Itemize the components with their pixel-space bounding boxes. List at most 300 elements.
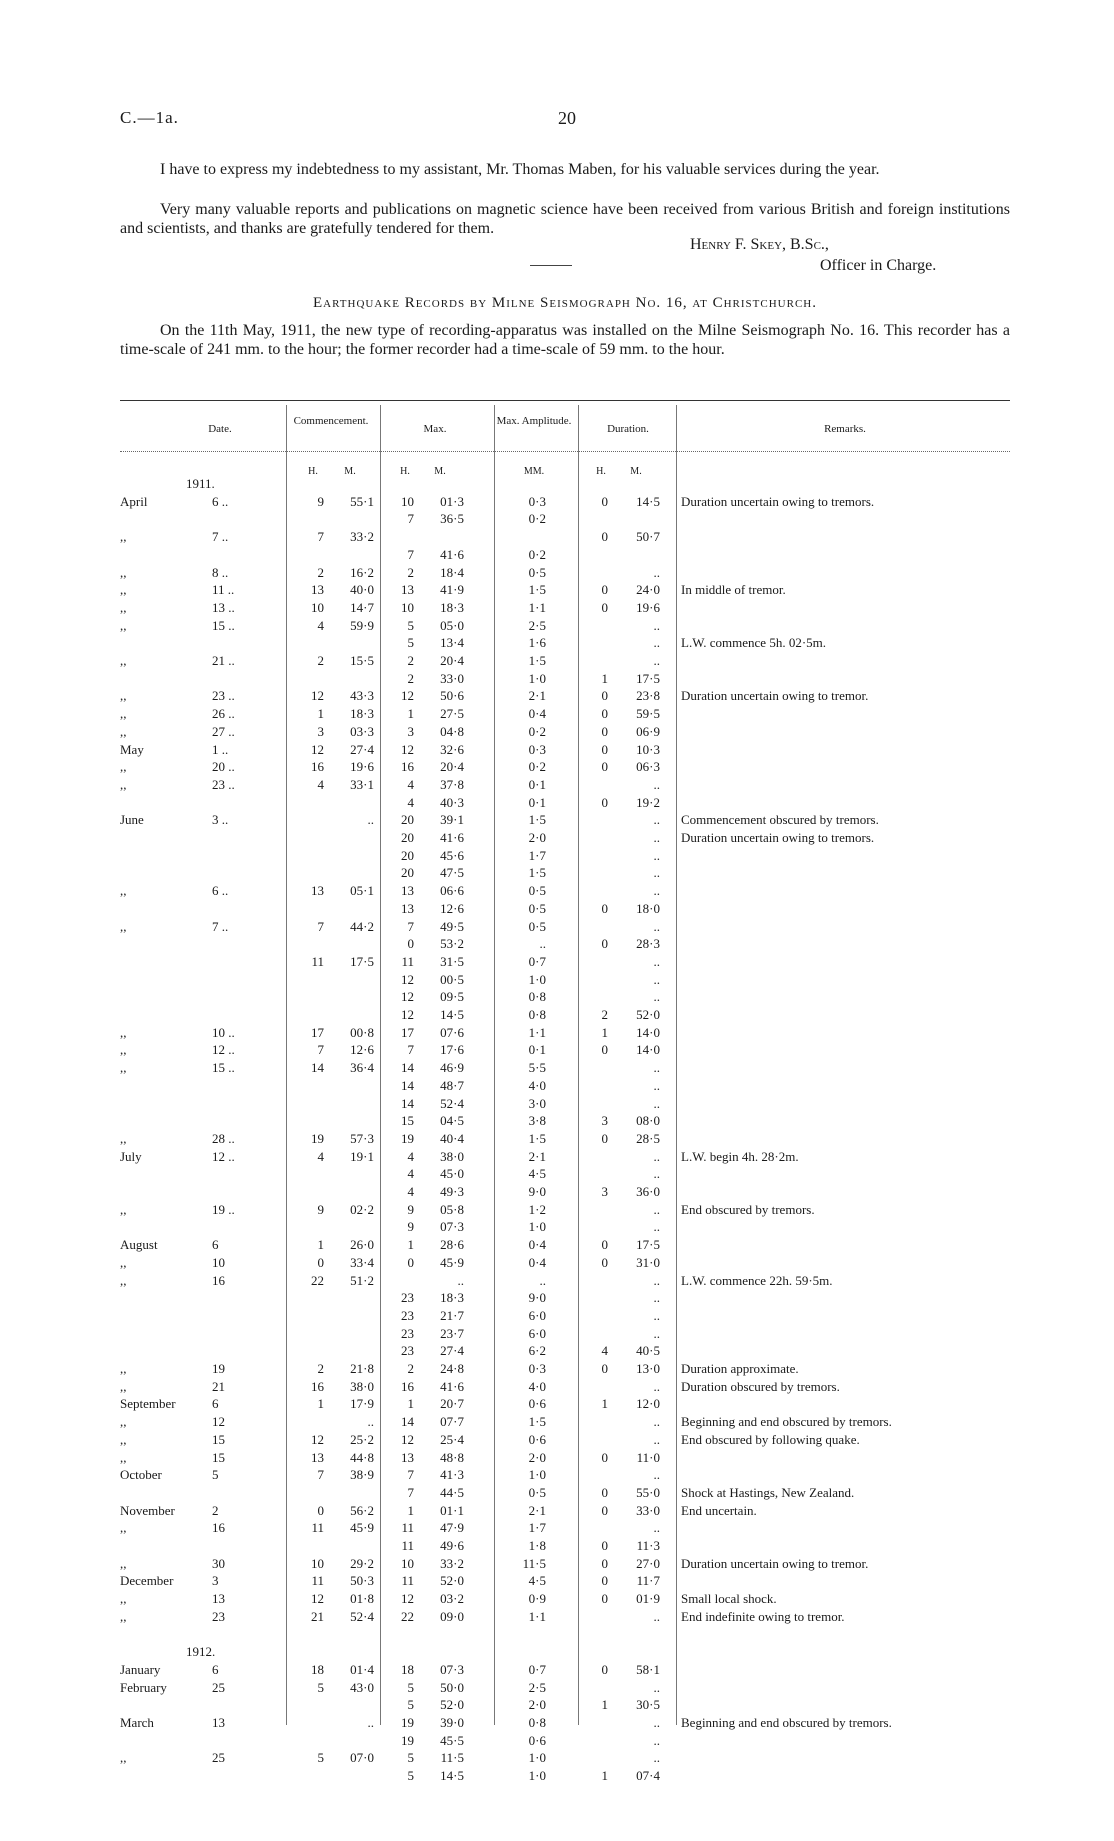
cell-month: ,, [120,618,127,633]
cell-day: 11 .. [212,582,235,597]
cell-month: June [120,812,144,827]
cell-max-m: 07·3 [440,1662,464,1677]
cell-duration-m: .. [653,1715,660,1730]
cell-duration-h: 0 [601,1237,608,1252]
cell-max-m: 36·5 [440,511,464,526]
cell-duration-m: .. [653,1308,660,1323]
cell-max-m: 37·8 [440,777,464,792]
cell-remarks: Beginning and end obscured by tremors. [681,1414,892,1429]
cell-max-m: 07·6 [440,1025,464,1040]
cell-duration-h: 3 [601,1184,608,1199]
cell-max-m: 01·1 [440,1503,464,1518]
cell-max-m: 38·0 [440,1149,464,1164]
cell-max-h: 7 [407,1485,414,1500]
signature-title: Officer in Charge. [820,257,937,274]
signature-name: Henry F. Skey, B.Sc., [690,236,829,253]
cell-max-h: 5 [407,1750,414,1765]
cell-commencement-m: 19·1 [350,1149,374,1164]
cell-month: ,, [120,706,127,721]
cell-amplitude: 2·1 [528,1149,546,1164]
cell-month: September [120,1396,176,1411]
cell-commencement-m: 44·2 [350,919,374,934]
cell-duration-h: 1 [601,1025,608,1040]
cell-remarks: L.W. begin 4h. 28·2m. [681,1149,799,1164]
cell-duration-h: 0 [601,600,608,615]
cell-duration-m: 14·0 [636,1025,660,1040]
cell-duration-h: 0 [601,1485,608,1500]
cell-max-h: 17 [401,1025,414,1040]
cell-max-m: 33·2 [440,1556,464,1571]
cell-day: 16 [212,1273,225,1288]
cell-amplitude: 0·9 [528,1591,546,1606]
cell-month: ,, [120,1025,127,1040]
cell-amplitude: 1·0 [528,1750,546,1765]
cell-commencement-m: 33·2 [350,529,374,544]
cell-day: 16 [212,1520,225,1535]
cell-duration-m: 11·7 [636,1573,660,1588]
cell-duration-m: .. [653,919,660,934]
cell-max-m: 41·6 [440,547,464,562]
cell-duration-m: .. [653,1149,660,1164]
cell-duration-m: 55·0 [636,1485,660,1500]
cell-duration-m: 14·5 [636,494,660,509]
cell-month: July [120,1149,142,1164]
cell-day: 25 [212,1680,225,1695]
cell-max-h: 20 [401,865,414,880]
cell-max-h: 14 [401,1096,414,1111]
cell-day: 15 .. [212,1060,235,1075]
cell-amplitude: 0·6 [528,1432,546,1447]
cell-duration-m: .. [653,883,660,898]
cell-max-h: 12 [401,1007,414,1022]
cell-max-m: 45·0 [440,1166,464,1181]
cell-remarks: In middle of tremor. [681,582,786,597]
cell-duration-m: 36·0 [636,1184,660,1199]
cell-duration-m: .. [653,972,660,987]
cell-remarks: End uncertain. [681,1503,757,1518]
cell-amplitude: 0·4 [528,706,546,721]
cell-max-h: 22 [401,1609,414,1624]
cell-commencement-h: 12 [311,1432,324,1447]
cell-commencement-m: 12·6 [350,1042,374,1057]
cell-max-m: .. [457,1273,464,1288]
cell-max-h: 4 [407,1166,414,1181]
cell-commencement-h: 7 [317,529,324,544]
section-title: Earthquake Records by Milne Seismograph No. 16, at Christchurch. [313,295,817,311]
cell-max-h: 4 [407,1149,414,1164]
cell-amplitude: 1·5 [528,1131,546,1146]
cell-max-m: 32·6 [440,742,464,757]
cell-amplitude: 2·0 [528,830,546,845]
cell-day: 15 [212,1432,225,1447]
cell-duration-h: 0 [601,1538,608,1553]
cell-month: January [120,1662,161,1677]
cell-max-m: 49·6 [440,1538,464,1553]
cell-day: 19 .. [212,1202,235,1217]
cell-month: ,, [120,1556,127,1571]
cell-amplitude: 9·0 [528,1290,546,1305]
cell-max-m: 52·0 [440,1697,464,1712]
cell-day: 8 .. [212,565,229,580]
cell-duration-h: 2 [601,1007,608,1022]
cell-month: ,, [120,1202,127,1217]
cell-max-h: 10 [401,600,414,615]
cell-amplitude: 0·2 [528,724,546,739]
cell-max-m: 39·0 [440,1715,464,1730]
cell-commencement-h: 18 [311,1662,324,1677]
cell-amplitude: 2·0 [528,1697,546,1712]
cell-duration-h: 4 [601,1343,608,1358]
cell-commencement-h: 21 [311,1609,324,1624]
cell-max-h: 15 [401,1113,414,1128]
cell-duration-m: .. [653,1414,660,1429]
cell-commencement-m: 01·8 [350,1591,374,1606]
cell-amplitude: 2·5 [528,1680,546,1695]
cell-amplitude: 4·5 [528,1166,546,1181]
cell-month: ,, [120,1450,127,1465]
unit-hours: H. [596,466,606,477]
cell-duration-m: .. [653,1078,660,1093]
cell-day: 6 [212,1662,219,1677]
cell-max-m: 47·9 [440,1520,464,1535]
cell-commencement-h: 12 [311,1591,324,1606]
cell-max-m: 50·0 [440,1680,464,1695]
cell-max-h: 4 [407,1184,414,1199]
cell-amplitude: 0·5 [528,919,546,934]
cell-max-h: 1 [407,1237,414,1252]
cell-commencement-m: 45·9 [350,1520,374,1535]
cell-commencement-m: 26·0 [350,1237,374,1252]
cell-duration-h: 0 [601,1255,608,1270]
cell-duration-m: .. [653,1202,660,1217]
cell-commencement-m: .. [367,1414,374,1429]
cell-max-m: 50·6 [440,688,464,703]
cell-max-h: 2 [407,565,414,580]
cell-max-h: 20 [401,830,414,845]
cell-commencement-m: .. [367,1715,374,1730]
cell-commencement-h: 4 [317,1149,324,1164]
cell-max-m: 20·7 [440,1396,464,1411]
cell-day: 12 [212,1414,225,1429]
cell-amplitude: 0·2 [528,547,546,562]
cell-commencement-h: 17 [311,1025,324,1040]
cell-max-h: 2 [407,1361,414,1376]
cell-duration-m: 10·3 [636,742,660,757]
cell-duration-m: 11·3 [636,1538,660,1553]
cell-max-h: 19 [401,1715,414,1730]
header-date: Date. [208,423,232,435]
cell-amplitude: 1·6 [528,635,546,650]
cell-commencement-m: 02·2 [350,1202,374,1217]
cell-commencement-m: 57·3 [350,1131,374,1146]
cell-month: ,, [120,1131,127,1146]
cell-day: 2 [212,1503,219,1518]
cell-amplitude: 0·8 [528,1007,546,1022]
cell-month: ,, [120,1414,127,1429]
cell-commencement-m: 43·3 [350,688,374,703]
cell-max-m: 09·0 [440,1609,464,1624]
cell-max-m: 17·6 [440,1042,464,1057]
cell-max-m: 46·9 [440,1060,464,1075]
cell-commencement-h: 2 [317,565,324,580]
cell-amplitude: .. [539,1273,546,1288]
cell-amplitude: 1·5 [528,1414,546,1429]
cell-duration-h: 0 [601,706,608,721]
cell-amplitude: 1·5 [528,865,546,880]
cell-duration-h: 0 [601,1450,608,1465]
cell-max-h: 1 [407,1503,414,1518]
cell-commencement-m: 16·2 [350,565,374,580]
cell-duration-m: .. [653,1166,660,1181]
cell-day: 6 [212,1237,219,1252]
cell-max-m: 04·8 [440,724,464,739]
cell-max-h: 12 [401,1432,414,1447]
cell-amplitude: 0·4 [528,1255,546,1270]
cell-max-m: 53·2 [440,936,464,951]
cell-duration-h: 1 [601,671,608,686]
cell-commencement-h: 12 [311,688,324,703]
cell-commencement-m: 19·6 [350,759,374,774]
cell-duration-m: 18·0 [636,901,660,916]
cell-remarks: Duration uncertain owing to tremors. [681,830,875,845]
cell-commencement-h: 11 [311,954,324,969]
cell-month: ,, [120,1750,127,1765]
cell-commencement-m: 01·4 [350,1662,374,1677]
unit-minutes: M. [630,466,642,477]
cell-month: ,, [120,1591,127,1606]
cell-max-h: 11 [401,1520,414,1535]
cell-duration-h: 0 [601,742,608,757]
header-commencement: Commencement. [293,415,369,427]
cell-max-h: 5 [407,1680,414,1695]
cell-max-m: 24·8 [440,1361,464,1376]
cell-max-h: 20 [401,812,414,827]
cell-month: ,, [120,919,127,934]
cell-max-h: 7 [407,547,414,562]
cell-max-h: 14 [401,1414,414,1429]
cell-amplitude: 1·5 [528,582,546,597]
cell-commencement-m: 59·9 [350,618,374,633]
unit-millimetres: MM. [523,466,545,477]
cell-commencement-m: 17·5 [350,954,374,969]
cell-amplitude: 0·3 [528,742,546,757]
cell-duration-m: .. [653,954,660,969]
cell-day: 3 .. [212,812,229,827]
cell-duration-h: 0 [601,1361,608,1376]
cell-max-m: 27·5 [440,706,464,721]
cell-day: 20 .. [212,759,235,774]
cell-max-m: 28·6 [440,1237,464,1252]
cell-remarks: Duration obscured by tremors. [681,1379,840,1394]
cell-duration-h: 1 [601,1697,608,1712]
cell-remarks: L.W. commence 22h. 59·5m. [681,1273,833,1288]
cell-duration-m: 19·2 [636,795,660,810]
cell-day: 6 .. [212,494,229,509]
cell-duration-m: .. [653,1520,660,1535]
cell-commencement-h: 4 [317,777,324,792]
cell-amplitude: 2·1 [528,688,546,703]
cell-commencement-h: 10 [311,1556,324,1571]
cell-max-m: 41·9 [440,582,464,597]
cell-day: 30 [212,1556,225,1571]
cell-max-m: 00·5 [440,972,464,987]
cell-commencement-h: 1 [317,1237,324,1252]
cell-month: ,, [120,688,127,703]
signature-rule [530,265,572,266]
cell-day: 26 .. [212,706,235,721]
cell-amplitude: 1·5 [528,812,546,827]
cell-month: ,, [120,1432,127,1447]
cell-month: ,, [120,883,127,898]
cell-max-m: 47·5 [440,865,464,880]
cell-max-m: 18·3 [440,600,464,615]
cell-day: 13 [212,1715,225,1730]
page-number: 20 [558,108,576,128]
cell-commencement-h: 9 [317,1202,324,1217]
cell-commencement-m: 43·0 [350,1680,374,1695]
cell-month: ,, [120,529,127,544]
cell-amplitude: 0·7 [528,1662,546,1677]
cell-duration-m: .. [653,1326,660,1341]
cell-commencement-h: 13 [311,1450,324,1465]
cell-commencement-m: 36·4 [350,1060,374,1075]
cell-day: 23 [212,1609,225,1624]
cell-max-m: 44·5 [440,1485,464,1500]
cell-day: 21 [212,1379,225,1394]
cell-commencement-h: 1 [317,706,324,721]
cell-duration-m: .. [653,1219,660,1234]
cell-amplitude: 1·2 [528,1202,546,1217]
cell-commencement-h: 0 [317,1503,324,1518]
cell-duration-m: 31·0 [636,1255,660,1270]
cell-commencement-m: 55·1 [350,494,374,509]
cell-amplitude: 0·2 [528,511,546,526]
cell-commencement-m: 52·4 [350,1609,374,1624]
cell-amplitude: 1·7 [528,848,546,863]
cell-amplitude: 0·5 [528,883,546,898]
cell-amplitude: 1·0 [528,1768,546,1783]
cell-month: ,, [120,1255,127,1270]
cell-commencement-h: 3 [317,724,324,739]
cell-duration-h: 0 [601,1131,608,1146]
cell-amplitude: 1·0 [528,671,546,686]
cell-commencement-h: 2 [317,653,324,668]
cell-max-h: 12 [401,742,414,757]
cell-max-h: 12 [401,989,414,1004]
cell-amplitude: 3·8 [528,1113,546,1128]
cell-commencement-h: 13 [311,582,324,597]
cell-amplitude: 0·8 [528,989,546,1004]
cell-day: 3 [212,1573,219,1588]
cell-commencement-m: 07·0 [350,1750,374,1765]
cell-month: ,, [120,1042,127,1057]
cell-day: 7 .. [212,919,229,934]
cell-duration-h: 0 [601,936,608,951]
cell-amplitude: 11·5 [522,1556,546,1571]
cell-amplitude: 4·5 [528,1573,546,1588]
cell-commencement-h: 22 [311,1273,324,1288]
cell-month: ,, [120,724,127,739]
cell-max-h: 4 [407,795,414,810]
cell-max-m: 40·4 [440,1131,464,1146]
cell-max-h: 5 [407,635,414,650]
cell-duration-m: 06·3 [636,759,660,774]
cell-amplitude: 1·0 [528,1219,546,1234]
cell-duration-m: 59·5 [636,706,660,721]
cell-duration-m: 23·8 [636,688,660,703]
cell-duration-h: 0 [601,901,608,916]
cell-month: ,, [120,1609,127,1624]
cell-max-h: 18 [401,1662,414,1677]
cell-commencement-m: 25·2 [350,1432,374,1447]
cell-commencement-h: 9 [317,494,324,509]
cell-max-m: 49·5 [440,919,464,934]
cell-amplitude: 6·2 [528,1343,546,1358]
cell-max-h: 2 [407,671,414,686]
cell-duration-m: .. [653,1290,660,1305]
cell-duration-m: .. [653,618,660,633]
cell-commencement-m: 40·0 [350,582,374,597]
cell-max-h: 10 [401,494,414,509]
cell-duration-m: 06·9 [636,724,660,739]
cell-max-h: 9 [407,1219,414,1234]
cell-month: December [120,1573,174,1588]
cell-max-h: 16 [401,759,414,774]
table-top-rule [120,400,1010,401]
cell-amplitude: 0·3 [528,1361,546,1376]
cell-max-m: 14·5 [440,1007,464,1022]
cell-duration-h: 1 [601,1396,608,1411]
cell-month: ,, [120,759,127,774]
cell-duration-h: 0 [601,1573,608,1588]
cell-commencement-h: 13 [311,883,324,898]
cell-max-m: 27·4 [440,1343,464,1358]
cell-max-h: 7 [407,1042,414,1057]
cell-commencement-h: 1 [317,1396,324,1411]
cell-month: ,, [120,1060,127,1075]
cell-commencement-h: 2 [317,1361,324,1376]
cell-day: 25 [212,1750,225,1765]
cell-commencement-h: 5 [317,1750,324,1765]
cell-duration-m: 14·0 [636,1042,660,1057]
cell-max-m: 33·0 [440,671,464,686]
cell-month: ,, [120,1361,127,1376]
table-header-rule [120,451,1010,452]
cell-amplitude: 0·1 [528,795,546,810]
cell-duration-h: 0 [601,529,608,544]
cell-max-m: 52·0 [440,1573,464,1588]
cell-max-h: 11 [401,1538,414,1553]
cell-max-m: 05·8 [440,1202,464,1217]
cell-amplitude: 1·7 [528,1520,546,1535]
cell-duration-m: .. [653,1432,660,1447]
header-duration: Duration. [607,423,649,435]
intro-paragraph-2: Very many valuable reports and publications on magnetic science have been received from various British and foreign institutions and scientists, and thanks are gratefully tendered for them. [120,201,1010,237]
cell-max-m: 07·3 [440,1219,464,1234]
cell-amplitude: .. [539,936,546,951]
cell-amplitude: 1·1 [528,1609,546,1624]
cell-month: ,, [120,565,127,580]
section-paragraph: On the 11th May, 1911, the new type of recording-apparatus was installed on the Milne Seismograph No. 16. This recorder has a time-scale of 241 mm. to the hour; the former recorder had a time-scale of 59 mm. to the hour. [120,322,1010,358]
cell-max-m: 11·5 [440,1750,464,1765]
cell-duration-m: .. [653,1096,660,1111]
cell-duration-m: .. [653,865,660,880]
cell-remarks: End obscured by tremors. [681,1202,815,1217]
cell-amplitude: 0·5 [528,1485,546,1500]
cell-commencement-h: 16 [311,759,324,774]
cell-month: ,, [120,1379,127,1394]
cell-amplitude: 0·6 [528,1396,546,1411]
